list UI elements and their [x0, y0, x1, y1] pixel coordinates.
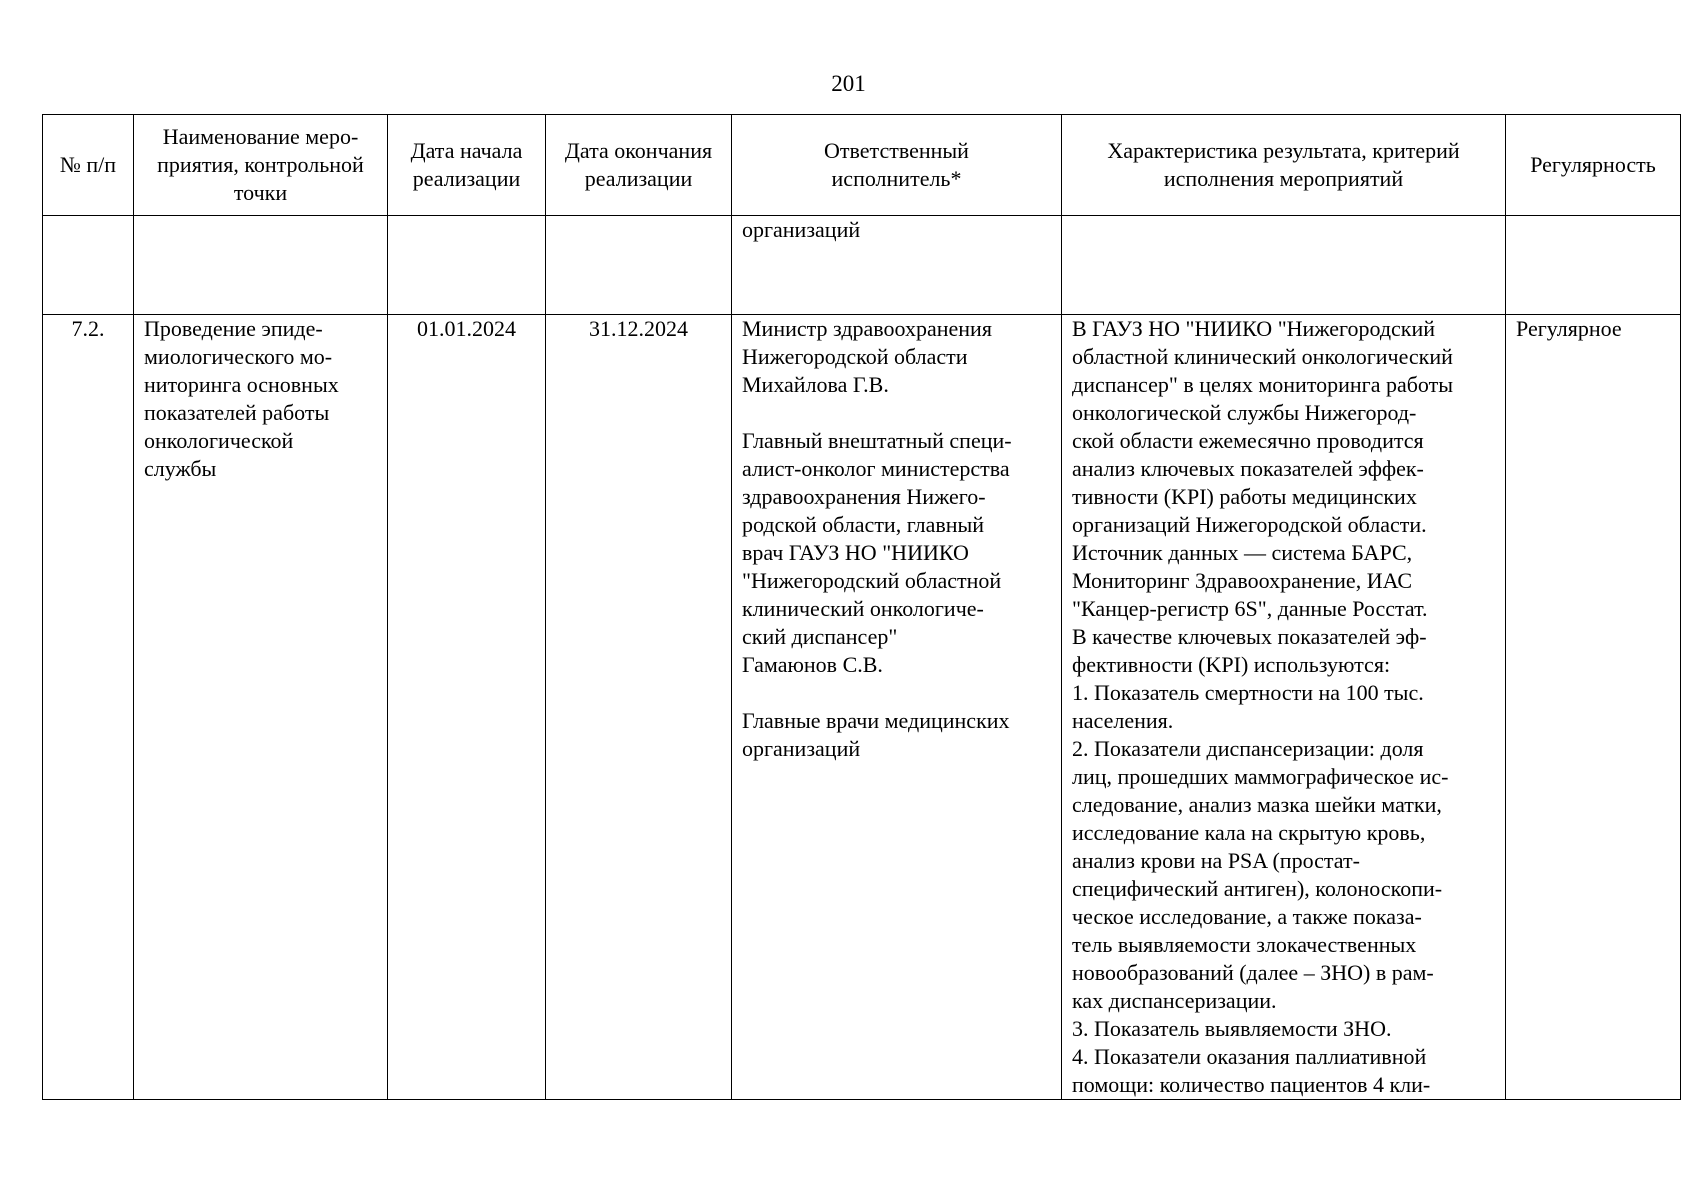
measures-table: [42, 114, 1681, 1100]
cell-responsible: организаций: [732, 216, 1062, 315]
header-result: Характеристика результата, критерий исполнения мероприятий: [1062, 115, 1506, 216]
table-row: [43, 216, 1681, 315]
cell-regularity: Регулярное: [1506, 315, 1681, 1100]
header-name: Наименование меро- приятия, контрольной точки: [134, 115, 388, 216]
cell-result: [1062, 216, 1506, 315]
header-start-date: Дата начала реализации: [388, 115, 546, 216]
header-end-date: Дата окончания реализации: [546, 115, 732, 216]
cell-responsible: Министр здравоохранения Нижегородской области Михайлова Г.В. Главный внештатный специ- алист-онколог министерства здравоохранения Нижего- родской области, главный врач ГАУЗ НО "НИИКО "Нижегородский областной клинический онкологиче- ский диспансер" Гамаюнов С.В. Главные врачи медицинских организаций: [732, 315, 1062, 1100]
cell-name: [134, 216, 388, 315]
cell-start-date: 01.01.2024: [388, 315, 546, 1100]
cell-end-date: 31.12.2024: [546, 315, 732, 1100]
table-header-row: [43, 115, 1681, 216]
cell-start-date: [388, 216, 546, 315]
cell-end-date: [546, 216, 732, 315]
cell-result: В ГАУЗ НО "НИИКО "Нижегородский областной клинический онкологический диспансер" в целях мониторинга работы онкологической службы Нижегород- ской области ежемесячно проводится анализ ключевых показателей эффек- тивности (KPI) работы медицинских организаций Нижегородской области. Источник данных — система БАРС, Мониторинг Здравоохранение, ИАС "Канцер-регистр 6S", данные Росстат. В качестве ключевых показателей эф- фективности (KPI) используются: 1. Показатель смертности на 100 тыс. населения. 2. Показатели диспансеризации: доля лиц, прошедших маммографическое ис- следование, анализ мазка шейки матки, исследование кала на скрытую кровь, анализ крови на PSA (простат- специфический антиген), колоноскопи- ческое исследование, а также показа- тель выявляемости злокачественных новообразований (далее – ЗНО) в рам- ках диспансеризации. 3. Показатель выявляемости ЗНО. 4. Показатели оказания паллиативной помощи: количество пациентов 4 кли-: [1062, 315, 1506, 1100]
cell-name: Проведение эпиде- миологического мо- ниторинга основных показателей работы онкологической службы: [134, 315, 388, 1100]
cell-num: 7.2.: [43, 315, 134, 1100]
header-responsible: Ответственный исполнитель*: [732, 115, 1062, 216]
header-num: № п/п: [43, 115, 134, 216]
page-number: 201: [831, 71, 866, 96]
cell-regularity: [1506, 216, 1681, 315]
cell-num: [43, 216, 134, 315]
table-row: [43, 315, 1681, 1100]
header-regularity: Регулярность: [1506, 115, 1681, 216]
